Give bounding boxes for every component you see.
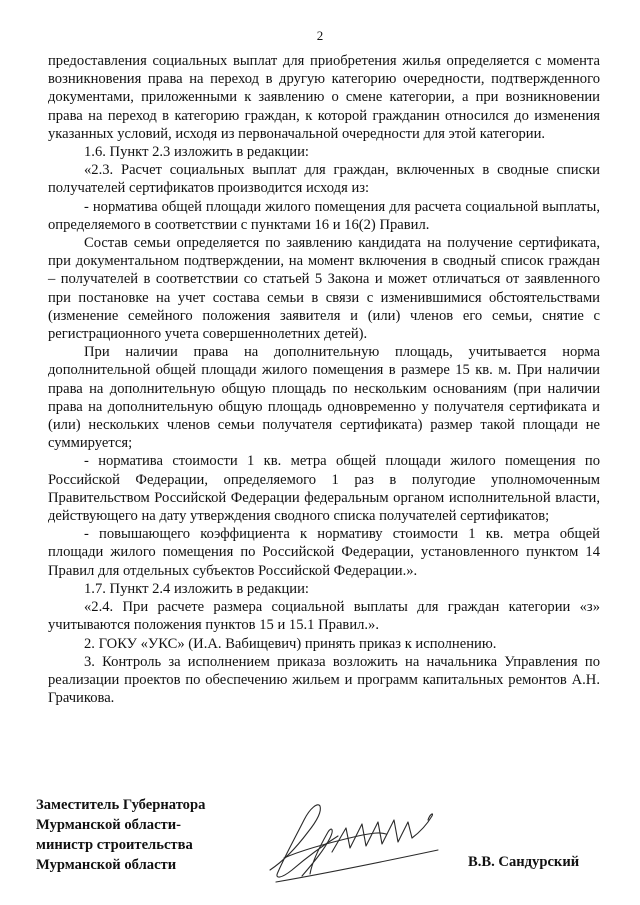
- paragraph: «2.3. Расчет социальных выплат для граждан, включенных в сводные списки получателей сертификатов производится исходя из:: [48, 162, 600, 197]
- paragraph: - повышающего коэффициента к нормативу стоимости 1 кв. метра общей площади жилого помещения по Российской Федерации, установленного пунктом 14 Правил для отдельных субъектов Российской Федерации.».: [48, 526, 600, 579]
- signatory-line: министр строительства: [36, 837, 193, 853]
- page-number: 2: [316, 28, 324, 43]
- paragraph: 3. Контроль за исполнением приказа возложить на начальника Управления по реализации проектов по обеспечению жильем и программ капитальных ремонтов А.Н. Грачикова.: [48, 653, 600, 707]
- signatory-line: Мурманской области: [36, 857, 177, 873]
- signatory-line: Мурманской области-: [36, 817, 181, 833]
- signatory-line: Заместитель Губернатора: [36, 797, 206, 813]
- paragraph: 1.7. Пункт 2.4 изложить в редакции:: [84, 580, 309, 597]
- paragraph: - норматива общей площади жилого помещения для расчета социальной выплаты, определяемого в соответствии с пунктами 16 и 16(2) Правил.: [48, 198, 600, 233]
- paragraph: 1.6. Пункт 2.3 изложить в редакции:: [84, 144, 309, 161]
- signer-name: В.В. Сандурский: [468, 854, 580, 870]
- paragraph: «2.4. При расчете размера социальной выплаты для граждан категории «з» учитываются положения пунктов 15 и 15.1 Правил.».: [48, 599, 600, 634]
- handwritten-signature: [262, 792, 452, 887]
- paragraph: - норматива стоимости 1 кв. метра общей площади жилого помещения по Российской Федерации, определяемого 1 раз в полугодие уполномоченным Правительством Российской Федерации федеральным органом исполнительной власти, действующего на дату утверждения сводного списка получателей сертификатов;: [48, 453, 600, 525]
- document-body: [48, 52, 600, 707]
- paragraph: При наличии права на дополнительную площадь, учитывается норма дополнительной общей площади жилого помещения в размере 15 кв. м. При наличии права на дополнительную общую площадь по нескольким основаниям (при наличии права на дополнительную общую площадь одновременно у получателя сертификата и (или) нескольких членов семьи получателя сертификата) размер такой площади не суммируется;: [48, 344, 600, 452]
- signatory-title: [36, 795, 205, 875]
- paragraph: предоставления социальных выплат для приобретения жилья определяется с момента возникновения права на переход в другую категорию очередности, подтвержденного документами, приложенными к заявлению о смене категории, а при возникновении права на переход в категорию граждан, к которой гражданин относился до изменения указанных условий, исходя из первоначальной очередности для этой категории.: [48, 53, 600, 142]
- paragraph: 2. ГОКУ «УКС» (И.А. Вабищевич) принять приказ к исполнению.: [84, 635, 497, 652]
- paragraph: Состав семьи определяется по заявлению кандидата на получение сертификата, при документальном подтверждении, на момент включения в сводный список граждан – получателей в соответствии со статьей 5 Закона и может отличаться от заявленного при постановке на учет состава семьи в связи с изменившимися обстоятельствами (изменение семейного положения заявителя и (или) членов его семьи, снятие с регистрационного учета совершеннолетних детей).: [48, 235, 600, 343]
